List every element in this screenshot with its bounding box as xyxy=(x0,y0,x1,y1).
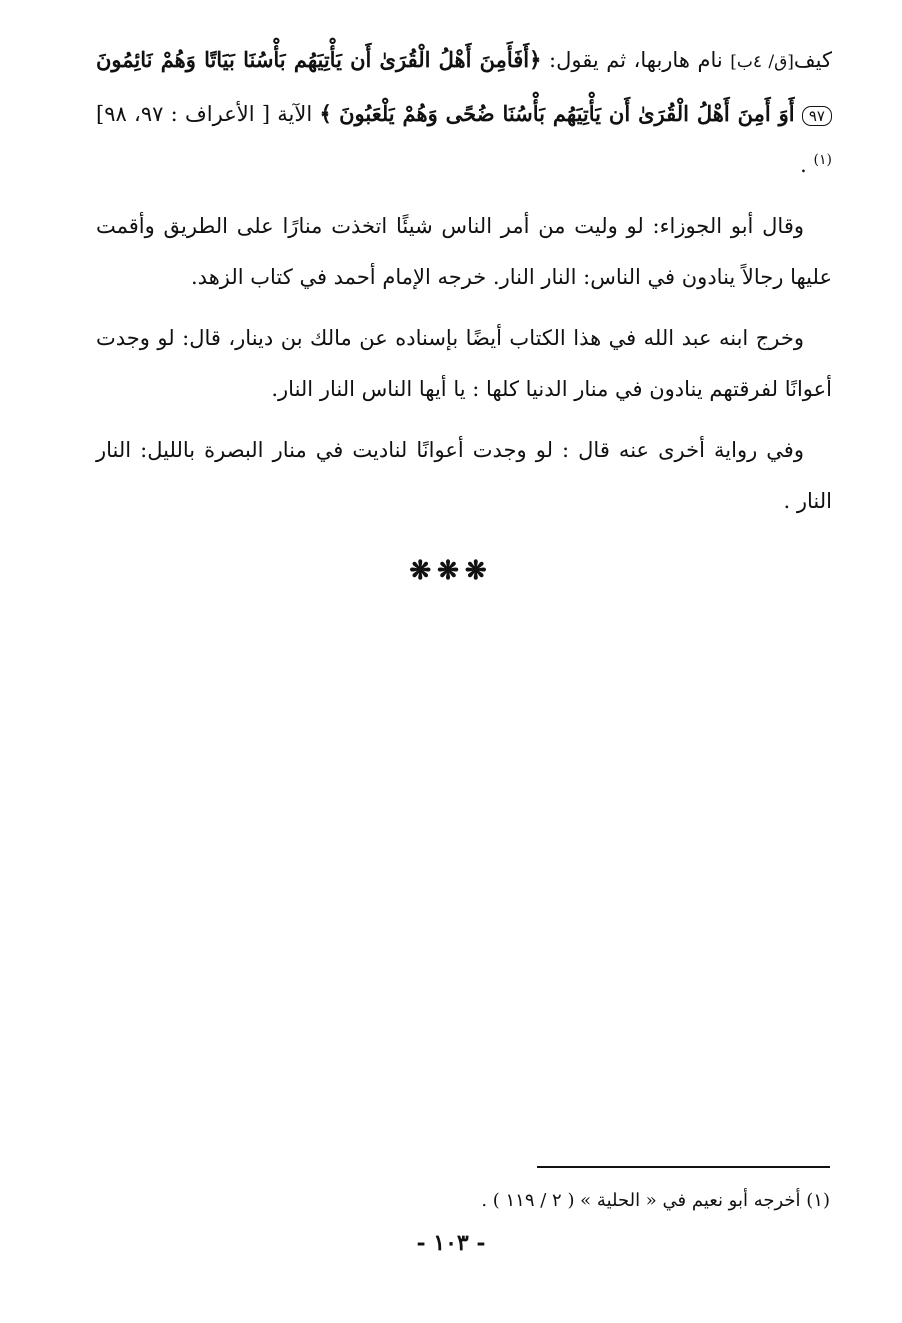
paragraph-3: وخرج ابنه عبد الله في هذا الكتاب أيضًا بإسناده عن مالك بن دينار، قال: لو وجدت أعوانًا لفرقتهم ينادون في منار الدنيا كلها : يا أيها الناس النار النار. xyxy=(96,326,832,401)
footnote-marker[interactable]: (١) xyxy=(813,152,832,168)
intro-word: كيف xyxy=(793,48,832,72)
verse-citation: الآية [ الأعراف : ٩٧، ٩٨] xyxy=(96,102,313,126)
quran-verse-98: أَوَ أَمِنَ أَهْلُ الْقُرَىٰ أَن يَأْتِيَهُم بَأْسُنَا ضُحًى وَهُمْ يَلْعَبُونَ xyxy=(339,101,795,126)
paragraph-1 xyxy=(96,34,832,191)
quran-close-brace: ﴾ xyxy=(319,101,332,126)
quran-open-brace: ﴿ xyxy=(529,47,542,72)
page-number: - ١٠٣ - xyxy=(416,1230,486,1256)
manuscript-reference: [ق/ ٤ب] xyxy=(730,52,794,72)
verse-number-badge: ٩٧ xyxy=(802,106,832,126)
paragraph-2: وقال أبو الجوزاء: لو وليت من أمر الناس شيئًا اتخذت منارًا على الطريق وأقمت عليها رجالاً ينادون في الناس: النار النار. خرجه الإمام أحمد في كتاب الزهد. xyxy=(96,214,832,289)
footnote-divider xyxy=(537,1166,830,1168)
sentence-end: . xyxy=(800,153,807,177)
paragraph-4: وفي رواية أخرى عنه قال : لو وجدت أعوانًا لناديت في منار البصرة بالليل: النار النار . xyxy=(96,438,832,513)
footnote-text: (١) أخرجه أبو نعيم في « الحلية » ( ٢ / ١١٩ ) . xyxy=(481,1190,830,1211)
section-separator-stars: ❋❋❋ xyxy=(409,556,493,586)
lead-text: نام هاربها، ثم يقول: xyxy=(549,48,723,72)
quran-verse-97: أَفَأَمِنَ أَهْلُ الْقُرَىٰ أَن يَأْتِيَهُم بَأْسُنَا بَيَاتًا وَهُمْ نَائِمُونَ xyxy=(96,47,530,72)
main-text xyxy=(96,34,832,537)
